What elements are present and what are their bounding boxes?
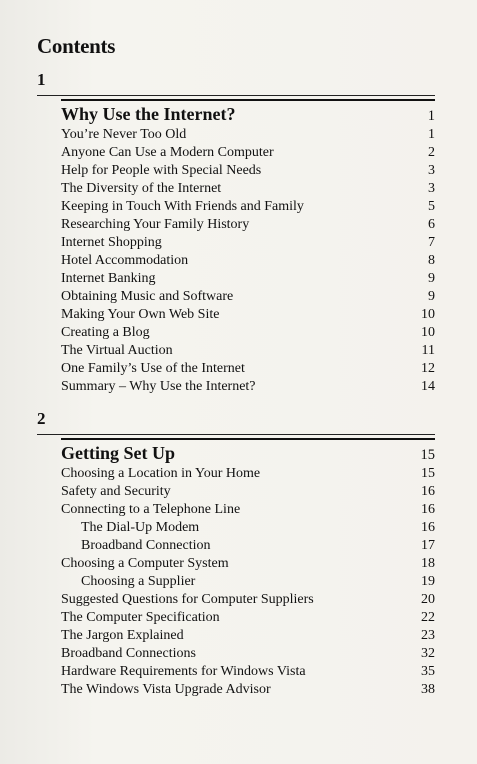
entry-page: 20 [421, 592, 435, 607]
entry-title: Making Your Own Web Site [61, 307, 220, 322]
entry-title: The Computer Specification [61, 610, 220, 625]
entry-page: 9 [428, 289, 435, 304]
entry-page: 32 [421, 646, 435, 661]
toc-entry[interactable] [61, 378, 435, 396]
chapter-heading[interactable] [61, 440, 435, 465]
entry-title: Choosing a Location in Your Home [61, 466, 261, 481]
toc-entry[interactable] [61, 501, 435, 519]
entry-title: Connecting to a Telephone Line [61, 502, 241, 517]
entry-page: 3 [428, 181, 435, 196]
chapter-title: Why Use the Internet? [61, 104, 236, 124]
entry-title: Keeping in Touch With Friends and Family [61, 199, 304, 214]
toc-entry[interactable] [61, 360, 435, 378]
entry-page: 22 [421, 610, 435, 625]
entry-page: 18 [421, 556, 435, 571]
toc-entry[interactable] [61, 144, 435, 162]
entry-title: Anyone Can Use a Modern Computer [61, 145, 274, 160]
entry-page: 17 [421, 538, 435, 553]
entry-title: Internet Shopping [61, 235, 162, 250]
entry-page: 8 [428, 253, 435, 268]
toc-entry[interactable] [61, 483, 435, 501]
chapter-entries [61, 126, 435, 396]
chapter-number: 2 [37, 409, 46, 428]
entry-title: Creating a Blog [61, 325, 150, 340]
entry-page: 10 [421, 325, 435, 340]
entry-title: Suggested Questions for Computer Suppliers [61, 592, 314, 607]
entry-page: 2 [428, 145, 435, 160]
entry-title: Help for People with Special Needs [61, 163, 262, 178]
chapter-2-block [61, 438, 435, 699]
entry-page: 6 [428, 217, 435, 232]
entry-title: Hotel Accommodation [61, 253, 189, 268]
entry-page: 16 [421, 520, 435, 535]
entry-title: Broadband Connections [61, 646, 196, 661]
entry-page: 7 [428, 235, 435, 250]
entry-page: 10 [421, 307, 435, 322]
chapter-rule [37, 95, 435, 96]
toc-entry[interactable] [61, 234, 435, 252]
entry-page: 35 [421, 664, 435, 679]
entry-title: Summary – Why Use the Internet? [61, 379, 256, 394]
toc-entry[interactable] [61, 465, 435, 483]
chapter-1-block [61, 99, 435, 396]
entry-page: 9 [428, 271, 435, 286]
page-title: Contents [37, 34, 116, 58]
entry-title: You’re Never Too Old [61, 127, 187, 142]
entry-title: One Family’s Use of the Internet [61, 361, 245, 376]
chapter-page: 1 [427, 108, 435, 124]
entry-page: 14 [421, 379, 435, 394]
entry-title: Safety and Security [61, 484, 171, 499]
entry-title: Internet Banking [61, 271, 156, 286]
chapter-title: Getting Set Up [61, 443, 175, 463]
entry-title: Choosing a Computer System [61, 556, 229, 571]
toc-subentry[interactable] [61, 537, 435, 555]
toc-entry[interactable] [61, 216, 435, 234]
toc-entry[interactable] [61, 342, 435, 360]
toc-entry[interactable] [61, 252, 435, 270]
toc-entry[interactable] [61, 591, 435, 609]
entry-page: 16 [421, 502, 435, 517]
toc-entry[interactable] [61, 126, 435, 144]
entry-title: Researching Your Family History [61, 217, 250, 232]
toc-subentry[interactable] [61, 519, 435, 537]
entry-page: 19 [421, 574, 435, 589]
toc-entry[interactable] [61, 306, 435, 324]
toc-entry[interactable] [61, 198, 435, 216]
toc-entry[interactable] [61, 162, 435, 180]
chapter-entries [61, 465, 435, 699]
entry-title: Broadband Connection [81, 538, 211, 553]
entry-page: 5 [428, 199, 435, 214]
chapter-heading[interactable] [61, 101, 435, 126]
entry-page: 3 [428, 163, 435, 178]
entry-title: Hardware Requirements for Windows Vista [61, 664, 306, 679]
entry-page: 23 [421, 628, 435, 643]
toc-entry[interactable] [61, 324, 435, 342]
entry-page: 1 [428, 127, 435, 142]
toc-entry[interactable] [61, 609, 435, 627]
entry-title: The Dial-Up Modem [81, 520, 200, 535]
toc-entry[interactable] [61, 681, 435, 699]
toc-entry[interactable] [61, 180, 435, 198]
entry-title: The Diversity of the Internet [61, 181, 222, 196]
entry-page: 12 [421, 361, 435, 376]
toc-entry[interactable] [61, 270, 435, 288]
entry-page: 15 [421, 466, 435, 481]
toc-entry[interactable] [61, 663, 435, 681]
entry-title: Obtaining Music and Software [61, 289, 234, 304]
toc-subentry[interactable] [61, 573, 435, 591]
chapter-number: 1 [37, 70, 46, 89]
entry-page: 38 [421, 682, 435, 697]
entry-page: 11 [421, 343, 435, 358]
chapter-page: 15 [420, 447, 435, 463]
chapter-rule [37, 434, 435, 435]
entry-title: The Virtual Auction [61, 343, 173, 358]
entry-title: The Jargon Explained [61, 628, 184, 643]
entry-title: Choosing a Supplier [81, 574, 196, 589]
toc-entry[interactable] [61, 645, 435, 663]
entry-title: The Windows Vista Upgrade Advisor [61, 682, 271, 697]
entry-page: 16 [421, 484, 435, 499]
toc-entry[interactable] [61, 555, 435, 573]
toc-entry[interactable] [61, 627, 435, 645]
toc-entry[interactable] [61, 288, 435, 306]
